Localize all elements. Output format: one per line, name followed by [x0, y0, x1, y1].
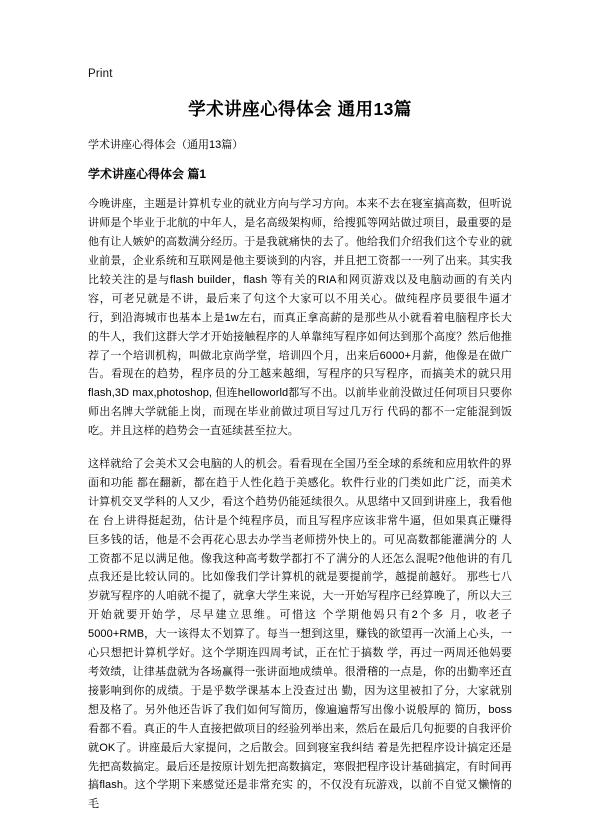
body-paragraph: 这样就给了会美术又会电脑的人的机会。看看现在全国乃至全球的系统和应用软件的界面和功能 都在翻新，都在趋于人性化趋于美感化。软件行业的门类如此广泛，而美术计算机交叉学科的人又少，看这个趋势仍能延续很久。从思绪中又回到讲座上，我看他在 台上讲得挺起劲，估计是个纯程序员，而且写程序应该非常牛逼，但如果真正赚得巨多钱的话，他是不会再花心思去办学当老师捞外快上的。可见高数都能灌满分的 人工资都不足以满足他。像我这种高考数学都打不了满分的人还怎么混呢?他他讲的有几点我还是比较认同的。比如像我们学计算机的就是要提前学，越提前越好。 那些七八岁就写程序的人咱就不提了，就拿大学生来说，大一开始写程序已经算晚了，所以大三开始就要开始学，尽早建立思维。可惜这 个学期他妈只有2个多 月，收老子5000+RMB，大一该得太不划算了。每当一想到这里，赚钱的欲望再一次涌上心头，一心只想把计算机学好。这个学期连四周考试，正在忙于搞数 学，再过一两周还他妈要考效绩，让律基盘就为各场赢得一张讲面地成绩单。很滑稽的一点是，你的出勤率还直接影响到你的成绩。于是乎数学课基本上没查过出 勤，因为这里被扣了分，大家就别想及格了。另外他还告诉了我们如何写简历，像遍遍帮写出像小说般厚的 简历，boss看都不看。真正的牛人直接把做项目的经验列举出来，然后在最后几句扼要的自我评价就OK了。讲座最后大家提问，之后散会。回到寝室我纠结 着是先把程序设计搞定还是先把高数搞定。最后还是按原计划先把高数搞定，寒假把程序设计基础搞定，有时间再搞flash。这个学期下来感觉还是非常充实 的，不仅没有玩游戏，以前不自觉又懒惰的毛 — [88, 458, 512, 811]
document-content — [88, 98, 512, 814]
page-title: 学术讲座心得体会 通用13篇 — [188, 99, 412, 119]
document-subtitle: 学术讲座心得体会（通用13篇） — [88, 138, 244, 151]
section-title: 学术讲座心得体会 篇1 — [88, 167, 207, 182]
body-paragraph: 今晚讲座，主题是计算机专业的就业方向与学习方向。本来不去在寝室搞高数，但听说讲师是个毕业于北航的中年人，是名高级架构师，给搜狐等网站做过项目，最重要的是他有让人嫉妒的高数满分经历。于是我就痛快的去了。他给我们介绍我们这个专业的就业前景，企业系统和互联网是他主要谈到的内容，并且把工资都一一列了出来。其实我比较关注的是与flash builder，flash 等有关的RIA和网页游戏以及电脑动画的有关内容，可老兄就是不讲，最后来了句这个大家可以不用关心。做纯程序员要很牛逼才 行，到沿海城市也基本上是1w左右，而真正拿高薪的是那些从小就看着电脑程序长大的牛人，我们这群大学才开始接触程序的人单靠纯写程序如何达到那个高度？然后他推荐了一个培训机构，叫做北京尚学堂，培训四个月，出来后6000+月薪，他像是在做广告。看现在的趋势，程序员的分工越来越细，写程序的只写程序，而搞美术的就只用flash,3D max,photoshop, 但连helloworld都写不出。以前毕业前没做过任何项目只要你师出名牌大学就能上岗，而现在毕业前做过项目写过几万行 代码的都不一定能混到饭吃。并且这样的趋势会一直延续甚至拉大。 — [88, 198, 512, 438]
print-link[interactable]: Print — [88, 68, 113, 80]
